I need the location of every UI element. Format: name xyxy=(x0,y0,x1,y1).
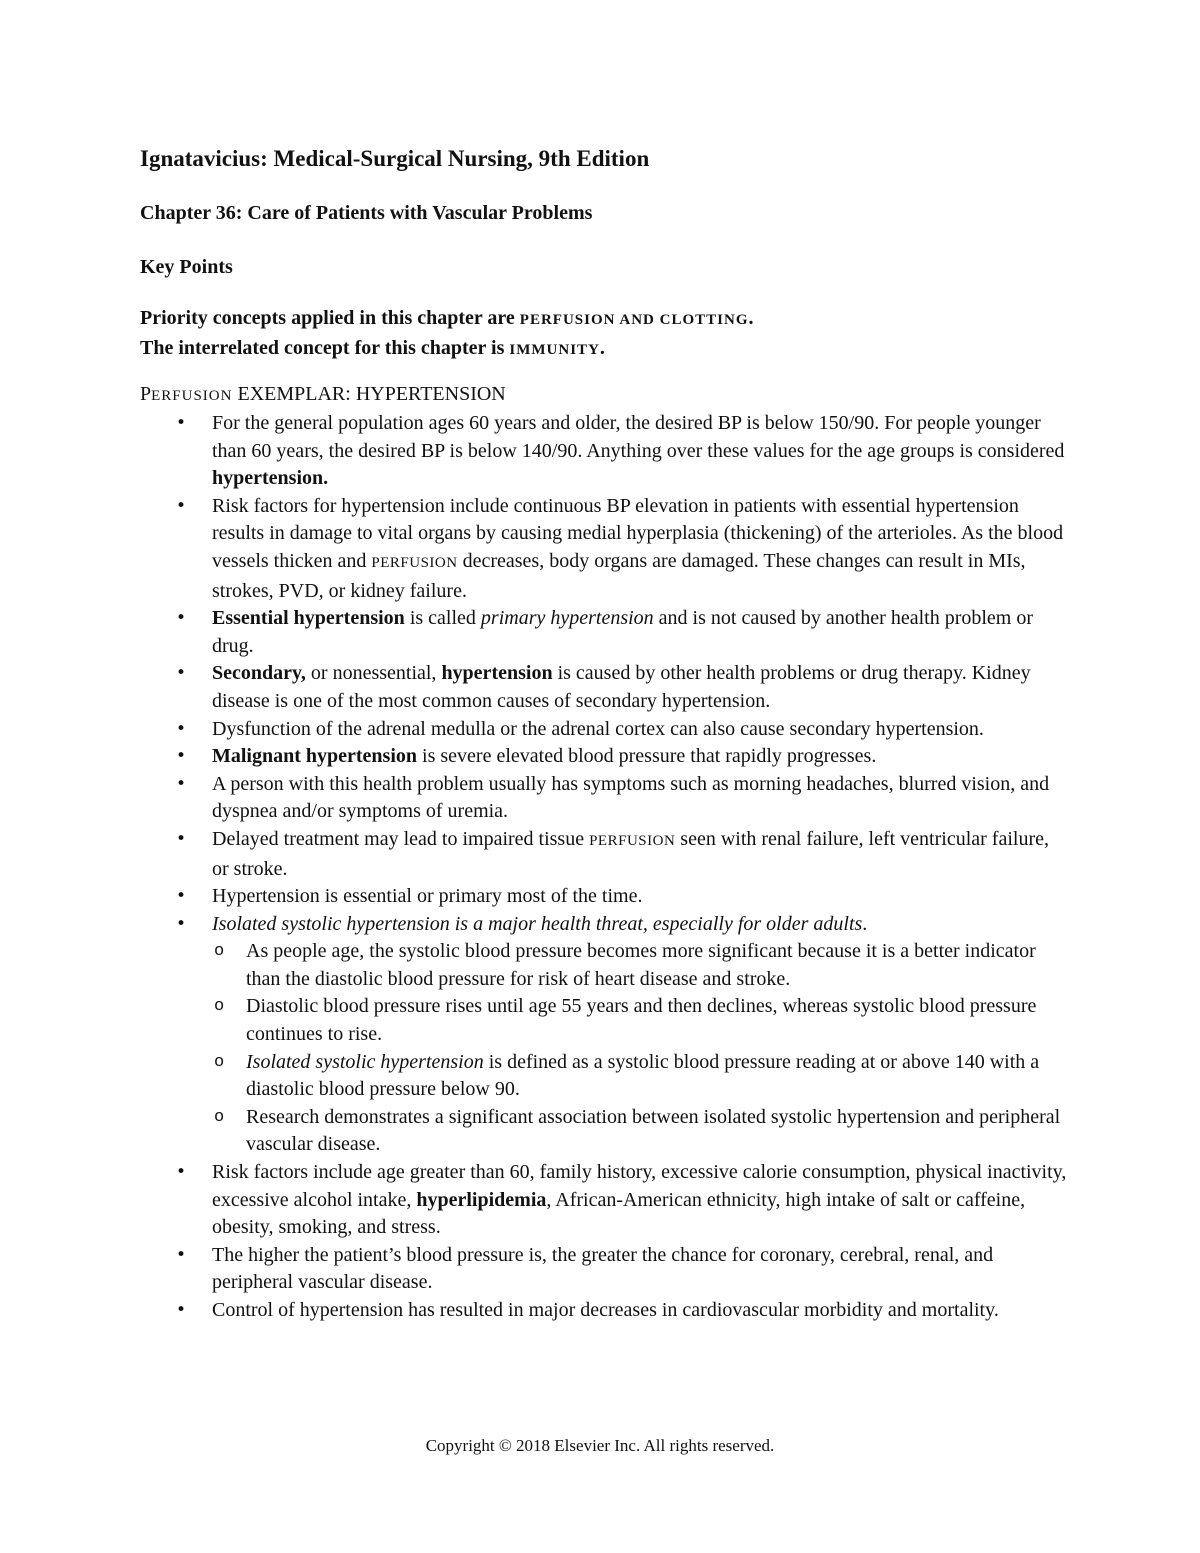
list-item: • Essential hypertension is called primary hypertension and is not caused by another health problem or drug. xyxy=(140,605,1070,660)
priority-concepts-names: PERFUSION AND CLOTTING xyxy=(519,312,749,328)
list-item: • Risk factors for hypertension include continuous BP elevation in patients with essential hypertension results in damage to vital organs by causing medial hyperplasia (thickening) of the arterioles. As the blood vessels thicken and PERFUSION decreases, body organs are damaged. These changes can result in MIs, strokes, PVD, or kidney failure. xyxy=(140,493,1070,605)
interrelated-concept-name: IMMUNITY xyxy=(509,342,600,358)
sub-list-item: o Research demonstrates a significant association between isolated systolic hypertension and peripheral vascular disease. xyxy=(212,1104,1070,1159)
list-item: • For the general population ages 60 years and older, the desired BP is below 150/90. For people younger than 60 years, the desired BP is below 140/90. Anything over these values for the age groups is considered hypertension. xyxy=(140,410,1070,493)
exemplar-heading: PERFUSION EXEMPLAR: HYPERTENSION xyxy=(140,383,506,405)
list-item: • The higher the patient’s blood pressure is, the greater the chance for coronary, cerebral, renal, and peripheral vascular disease. xyxy=(140,1242,1070,1297)
sub-list-item: o As people age, the systolic blood pressure becomes more significant because it is a better indicator than the diastolic blood pressure for risk of heart disease and stroke. xyxy=(212,938,1070,993)
key-points-list xyxy=(140,410,1070,1325)
list-item: • Delayed treatment may lead to impaired tissue PERFUSION seen with renal failure, left ventricular failure, or stroke. xyxy=(140,826,1070,883)
document-body xyxy=(140,140,1070,1325)
chapter-heading: Chapter 36: Care of Patients with Vascular Problems xyxy=(140,202,593,224)
list-item: • Hypertension is essential or primary most of the time. xyxy=(140,883,1070,911)
list-item: • Risk factors include age greater than 60, family history, excessive calorie consumption, physical inactivity, excessive alcohol intake, hyperlipidemia, African-American ethnicity, high intake of salt or caffeine, obesity, smoking, and stress. xyxy=(140,1159,1070,1242)
list-item: • Dysfunction of the adrenal medulla or the adrenal cortex can also cause secondary hypertension. xyxy=(140,716,1070,744)
list-item: • Control of hypertension has resulted in major decreases in cardiovascular morbidity and mortality. xyxy=(140,1297,1070,1325)
sub-list xyxy=(212,938,1070,1159)
priority-concepts xyxy=(140,304,1070,364)
list-item: • A person with this health problem usually has symptoms such as morning headaches, blurred vision, and dyspnea and/or symptoms of uremia. xyxy=(140,771,1070,826)
key-points-heading: Key Points xyxy=(140,256,233,278)
list-item: • Malignant hypertension is severe elevated blood pressure that rapidly progresses. xyxy=(140,743,1070,771)
copyright-footer: Copyright © 2018 Elsevier Inc. All rights reserved. xyxy=(425,1436,775,1455)
sub-list-item: o Isolated systolic hypertension is defined as a systolic blood pressure reading at or above 140 with a diastolic blood pressure below 90. xyxy=(212,1049,1070,1104)
priority-line-2: The interrelated concept for this chapter is IMMUNITY. xyxy=(140,337,605,359)
list-item: • Isolated systolic hypertension is a major health threat, especially for older adults. o As people age, the systolic blood pressure becomes more significant because it is a better indicator than the diastolic blood pressure for risk of heart disease and stroke. o Diastolic blood pressure rises until age 55 years and then declines, whereas systolic blood pressure continues to rise. o Isolated systolic hypertension is defined as a systolic blood pressure reading at or above 140 with a diastolic blood pressure below 90. o Research demonstrates a significant association between isolated systolic hypertension and peripheral vascular disease. xyxy=(140,911,1070,1159)
priority-line-1: Priority concepts applied in this chapter are PERFUSION AND CLOTTING. xyxy=(140,307,754,329)
document-title: Ignatavicius: Medical-Surgical Nursing, 9th Edition xyxy=(140,146,650,171)
sub-list-item: o Diastolic blood pressure rises until age 55 years and then declines, whereas systolic blood pressure continues to rise. xyxy=(212,993,1070,1048)
list-item: • Secondary, or nonessential, hypertension is caused by other health problems or drug therapy. Kidney disease is one of the most common causes of secondary hypertension. xyxy=(140,660,1070,715)
